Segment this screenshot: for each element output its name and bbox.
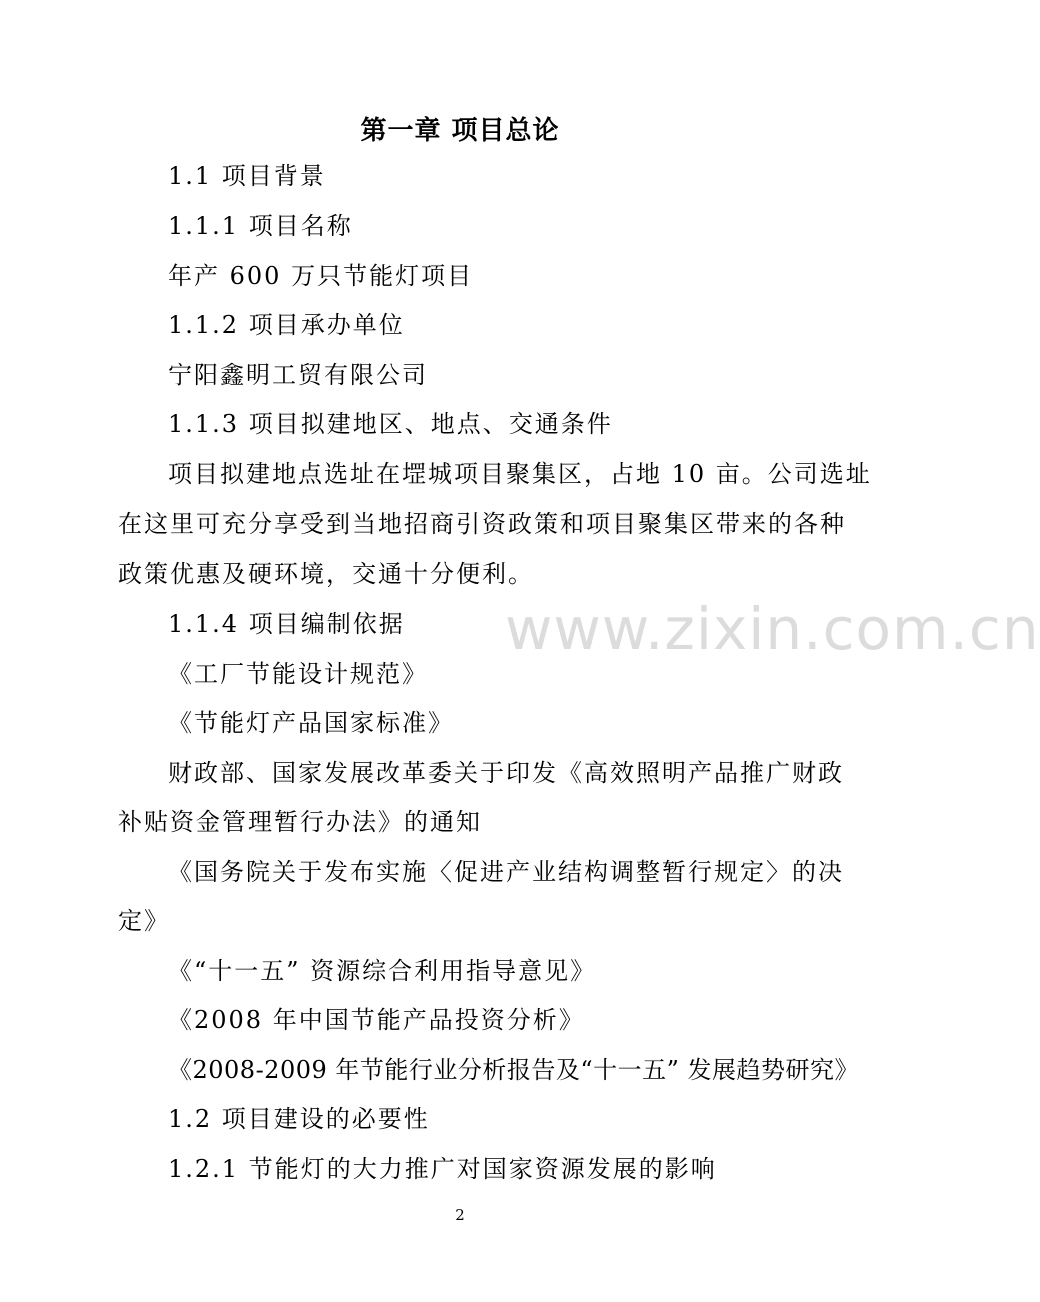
watermark: www.zixin.com.cn (505, 595, 1040, 663)
section-heading: 1.2 项目建设的必要性 (168, 1105, 430, 1133)
subsection-heading: 1.2.1 节能灯的大力推广对国家资源发展的影响 (168, 1155, 717, 1183)
body-text: 政策优惠及硬环境，交通十分便利。 (118, 560, 534, 588)
reference-item: 《国务院关于发布实施〈促进产业结构调整暂行规定〉的决 (168, 858, 844, 886)
reference-item: 《“十一五” 资源综合利用指导意见》 (168, 957, 597, 985)
subsection-heading: 1.1.4 项目编制依据 (168, 610, 405, 638)
reference-item: 《2008-2009 年节能行业分析报告及“十一五” 发展趋势研究》 (168, 1056, 860, 1084)
subsection-heading: 1.1.1 项目名称 (168, 212, 353, 240)
reference-item: 财政部、国家发展改革委关于印发《高效照明产品推广财政 (168, 759, 844, 787)
reference-item: 《工厂节能设计规范》 (168, 660, 428, 688)
reference-item: 《节能灯产品国家标准》 (168, 709, 454, 737)
body-text: 年产 600 万只节能灯项目 (168, 262, 474, 290)
subsection-heading: 1.1.2 项目承办单位 (168, 311, 405, 339)
section-heading: 1.1 项目背景 (168, 162, 326, 190)
reference-item: 补贴资金管理暂行办法》的通知 (118, 808, 482, 836)
reference-item: 定》 (118, 907, 170, 935)
body-text: 宁阳鑫明工贸有限公司 (168, 361, 428, 389)
page-number: 2 (455, 1206, 465, 1224)
subsection-heading: 1.1.3 项目拟建地区、地点、交通条件 (168, 410, 613, 438)
body-text: 项目拟建地点选址在堽城项目聚集区，占地 10 亩。公司选址 (168, 460, 872, 488)
body-text: 在这里可充分享受到当地招商引资政策和项目聚集区带来的各种 (118, 510, 846, 538)
reference-item: 《2008 年中国节能产品投资分析》 (168, 1006, 585, 1034)
chapter-title: 第一章 项目总论 (360, 116, 560, 146)
